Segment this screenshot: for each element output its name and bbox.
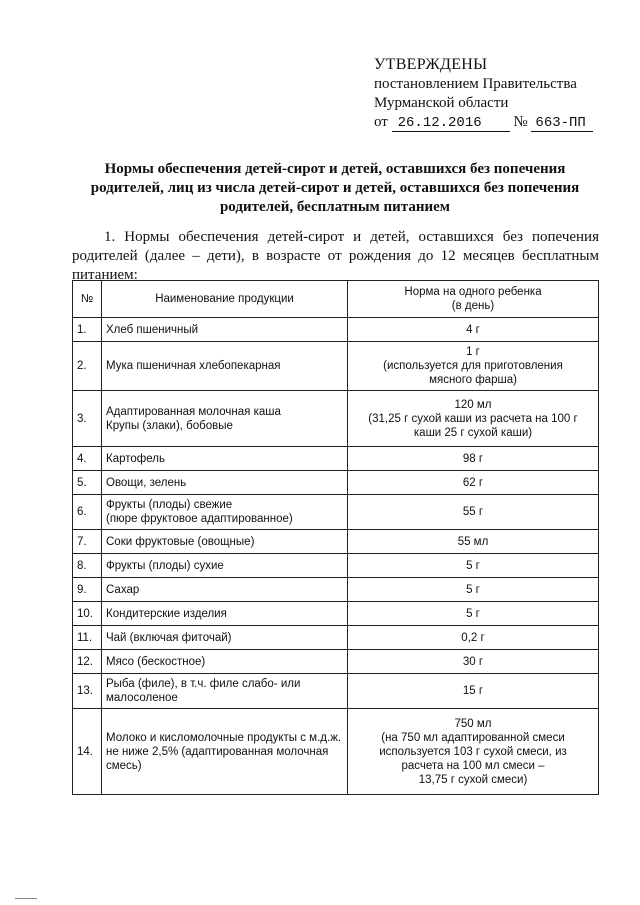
- table-row: [73, 495, 599, 530]
- table-row: [73, 709, 599, 795]
- table-row: [73, 650, 599, 674]
- product-name: Чай (включая фиточай): [102, 626, 348, 650]
- daily-norm: 55 г: [348, 495, 599, 530]
- table-row: [73, 674, 599, 709]
- table-row: [73, 318, 599, 342]
- daily-norm: 62 г: [348, 471, 599, 495]
- daily-norm: 750 мл (на 750 мл адаптированной смеси используется 103 г сухой смеси, из расчета на 100 мл смеси – 13,75 г сухой смеси): [348, 709, 599, 795]
- row-number: 8.: [73, 554, 102, 578]
- product-name: Мука пшеничная хлебопекарная: [102, 342, 348, 391]
- product-name: Рыба (филе), в т.ч. филе слабо- или малосоленое: [102, 674, 348, 709]
- approval-title: УТВЕРЖДЕНЫ: [374, 56, 488, 73]
- row-number: 14.: [73, 709, 102, 795]
- table-row: [73, 554, 599, 578]
- date-prefix: от: [374, 114, 388, 130]
- footer-divider: [15, 898, 37, 899]
- daily-norm: 30 г: [348, 650, 599, 674]
- row-number: 10.: [73, 602, 102, 626]
- row-number: 1.: [73, 318, 102, 342]
- row-number: 9.: [73, 578, 102, 602]
- product-name: Фрукты (плоды) свежие (пюре фруктовое адаптированное): [102, 495, 348, 530]
- daily-norm: 4 г: [348, 318, 599, 342]
- approval-region: Мурманской области: [374, 95, 509, 111]
- product-name: Фрукты (плоды) сухие: [102, 554, 348, 578]
- approval-date: 26.12.2016: [392, 116, 510, 132]
- table-row: [73, 391, 599, 447]
- daily-norm: 5 г: [348, 602, 599, 626]
- table-row: [73, 447, 599, 471]
- row-number: 4.: [73, 447, 102, 471]
- document-title: Нормы обеспечения детей-сирот и детей, оставшихся без попечения родителей, лиц из числа детей-сирот и детей, оставшихся без попечения родителей, бесплатным питанием: [90, 161, 580, 215]
- table-row: [73, 626, 599, 650]
- daily-norm: 5 г: [348, 554, 599, 578]
- table-row: [73, 602, 599, 626]
- table-row: [73, 578, 599, 602]
- approval-date-line: [374, 113, 614, 132]
- row-number: 7.: [73, 530, 102, 554]
- daily-norm: 55 мл: [348, 530, 599, 554]
- approval-number: 663-ПП: [531, 116, 593, 132]
- header-product: Наименование продукции: [102, 281, 348, 318]
- daily-norm: 98 г: [348, 447, 599, 471]
- product-name: Хлеб пшеничный: [102, 318, 348, 342]
- product-name: Кондитерские изделия: [102, 602, 348, 626]
- product-name: Соки фруктовые (овощные): [102, 530, 348, 554]
- table-row: [73, 342, 599, 391]
- table-row: [73, 471, 599, 495]
- header-number: №: [73, 281, 102, 318]
- row-number: 2.: [73, 342, 102, 391]
- row-number: 13.: [73, 674, 102, 709]
- product-name: Молоко и кисломолочные продукты с м.д.ж. не ниже 2,5% (адаптированная молочная смесь): [102, 709, 348, 795]
- daily-norm: 1 г (используется для приготовления мясного фарша): [348, 342, 599, 391]
- product-name: Мясо (бескостное): [102, 650, 348, 674]
- intro-paragraph: 1. Нормы обеспечения детей-сирот и детей, оставшихся без попечения родителей (далее – дети), в возрасте от рождения до 12 месяцев бесплатным питанием:: [72, 229, 599, 283]
- product-name: Сахар: [102, 578, 348, 602]
- header-norm: Норма на одного ребенка (в день): [348, 281, 599, 318]
- row-number: 11.: [73, 626, 102, 650]
- row-number: 5.: [73, 471, 102, 495]
- norms-table: [72, 280, 599, 795]
- row-number: 12.: [73, 650, 102, 674]
- product-name: Адаптированная молочная каша Крупы (злаки), бобовые: [102, 391, 348, 447]
- daily-norm: 15 г: [348, 674, 599, 709]
- product-name: Картофель: [102, 447, 348, 471]
- approval-authority: постановлением Правительства: [374, 76, 577, 92]
- table-row: [73, 530, 599, 554]
- table-header-row: [73, 281, 599, 318]
- row-number: 3.: [73, 391, 102, 447]
- row-number: 6.: [73, 495, 102, 530]
- daily-norm: 5 г: [348, 578, 599, 602]
- number-prefix: №: [513, 114, 528, 130]
- daily-norm: 120 мл (31,25 г сухой каши из расчета на 100 г каши 25 г сухой каши): [348, 391, 599, 447]
- daily-norm: 0,2 г: [348, 626, 599, 650]
- product-name: Овощи, зелень: [102, 471, 348, 495]
- approval-block: [374, 55, 614, 132]
